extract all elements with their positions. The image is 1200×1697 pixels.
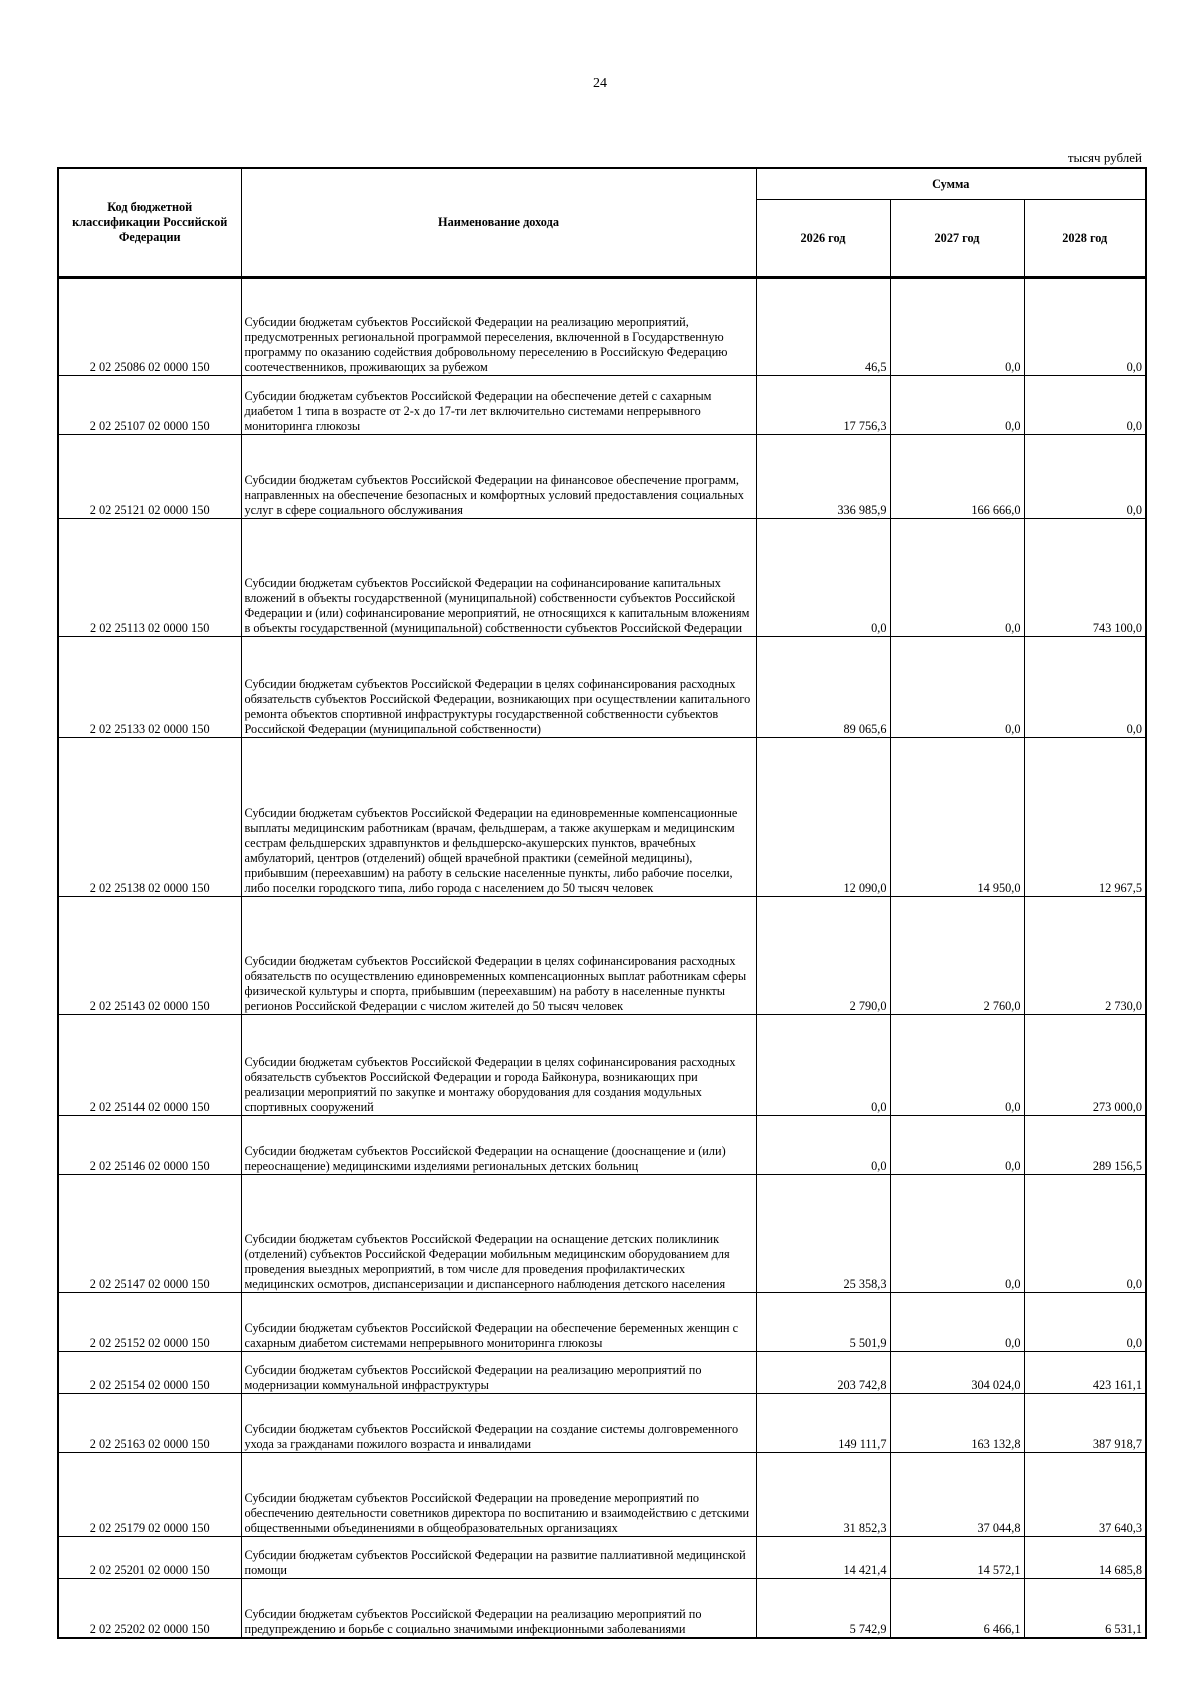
table-row bbox=[58, 1394, 1146, 1453]
code-cell: 2 02 25121 02 0000 150 bbox=[58, 435, 241, 519]
code-cell: 2 02 25138 02 0000 150 bbox=[58, 738, 241, 897]
table-row bbox=[58, 1116, 1146, 1175]
value-2026-cell: 31 852,3 bbox=[756, 1453, 890, 1537]
value-2026-cell: 336 985,9 bbox=[756, 435, 890, 519]
code-cell: 2 02 25154 02 0000 150 bbox=[58, 1352, 241, 1394]
value-2028-cell: 2 730,0 bbox=[1024, 897, 1146, 1015]
table-row bbox=[58, 1453, 1146, 1537]
value-2028-cell: 0,0 bbox=[1024, 637, 1146, 738]
name-cell: Субсидии бюджетам субъектов Российской Федерации на оснащение (дооснащение и (или) переоснащение) медицинскими изделиями региональных детских больниц bbox=[241, 1116, 756, 1175]
value-2026-cell: 46,5 bbox=[756, 278, 890, 376]
code-cell: 2 02 25202 02 0000 150 bbox=[58, 1579, 241, 1638]
value-2028-cell: 14 685,8 bbox=[1024, 1537, 1146, 1579]
budget-table bbox=[57, 167, 1147, 1639]
table-row bbox=[58, 1175, 1146, 1293]
value-2026-cell: 203 742,8 bbox=[756, 1352, 890, 1394]
value-2027-cell: 0,0 bbox=[890, 1293, 1024, 1352]
units-label: тысяч рублей bbox=[1067, 150, 1142, 165]
value-2026-cell: 0,0 bbox=[756, 519, 890, 637]
value-2027-cell: 0,0 bbox=[890, 1116, 1024, 1175]
value-2026-cell: 149 111,7 bbox=[756, 1394, 890, 1453]
table-row bbox=[58, 376, 1146, 435]
code-cell: 2 02 25107 02 0000 150 bbox=[58, 376, 241, 435]
value-2028-cell: 423 161,1 bbox=[1024, 1352, 1146, 1394]
name-cell: Субсидии бюджетам субъектов Российской Федерации на оснащение детских поликлиник (отделений) субъектов Российской Федерации мобильным медицинским оборудованием для проведения выездных мероприятий, в том числе для проведения профилактических медицинских осмотров, диспансеризации и диспансерного наблюдения детского населения bbox=[241, 1175, 756, 1293]
value-2026-cell: 25 358,3 bbox=[756, 1175, 890, 1293]
value-2028-cell: 743 100,0 bbox=[1024, 519, 1146, 637]
value-2027-cell: 6 466,1 bbox=[890, 1579, 1024, 1638]
header-year-2028: 2028 год bbox=[1024, 200, 1146, 278]
name-cell: Субсидии бюджетам субъектов Российской Федерации на реализацию мероприятий по модернизации коммунальной инфраструктуры bbox=[241, 1352, 756, 1394]
value-2027-cell: 0,0 bbox=[890, 1175, 1024, 1293]
code-cell: 2 02 25113 02 0000 150 bbox=[58, 519, 241, 637]
value-2027-cell: 2 760,0 bbox=[890, 897, 1024, 1015]
table-row bbox=[58, 637, 1146, 738]
name-cell: Субсидии бюджетам субъектов Российской Федерации на финансовое обеспечение программ, направленных на обеспечение безопасных и комфортных условий предоставления социальных услуг в сфере социального обслуживания bbox=[241, 435, 756, 519]
table-row bbox=[58, 1579, 1146, 1638]
table-row bbox=[58, 1015, 1146, 1116]
page-number: 24 bbox=[593, 76, 607, 91]
value-2026-cell: 17 756,3 bbox=[756, 376, 890, 435]
table-row bbox=[58, 435, 1146, 519]
value-2026-cell: 2 790,0 bbox=[756, 897, 890, 1015]
value-2028-cell: 0,0 bbox=[1024, 1175, 1146, 1293]
code-cell: 2 02 25133 02 0000 150 bbox=[58, 637, 241, 738]
value-2028-cell: 0,0 bbox=[1024, 376, 1146, 435]
name-cell: Субсидии бюджетам субъектов Российской Федерации на обеспечение детей с сахарным диабетом 1 типа в возрасте от 2-х до 17-ти лет включительно системами непрерывного мониторинга глюкозы bbox=[241, 376, 756, 435]
value-2028-cell: 0,0 bbox=[1024, 278, 1146, 376]
table-body bbox=[58, 278, 1146, 1638]
value-2027-cell: 0,0 bbox=[890, 376, 1024, 435]
value-2027-cell: 0,0 bbox=[890, 637, 1024, 738]
value-2027-cell: 14 572,1 bbox=[890, 1537, 1024, 1579]
table-row bbox=[58, 278, 1146, 376]
name-cell: Субсидии бюджетам субъектов Российской Федерации на создание системы долговременного ухода за гражданами пожилого возраста и инвалидами bbox=[241, 1394, 756, 1453]
code-cell: 2 02 25143 02 0000 150 bbox=[58, 897, 241, 1015]
table-row bbox=[58, 519, 1146, 637]
name-cell: Субсидии бюджетам субъектов Российской Федерации на проведение мероприятий по обеспечению деятельности советников директора по воспитанию и взаимодействию с детскими общественными объединениями в общеобразовательных организациях bbox=[241, 1453, 756, 1537]
code-cell: 2 02 25146 02 0000 150 bbox=[58, 1116, 241, 1175]
value-2027-cell: 0,0 bbox=[890, 1015, 1024, 1116]
table-row bbox=[58, 897, 1146, 1015]
value-2026-cell: 89 065,6 bbox=[756, 637, 890, 738]
header-name: Наименование дохода bbox=[241, 168, 756, 278]
value-2026-cell: 5 501,9 bbox=[756, 1293, 890, 1352]
value-2028-cell: 6 531,1 bbox=[1024, 1579, 1146, 1638]
code-cell: 2 02 25144 02 0000 150 bbox=[58, 1015, 241, 1116]
header-code: Код бюджетной классификации Российской Федерации bbox=[58, 168, 241, 278]
table-row bbox=[58, 1352, 1146, 1394]
value-2027-cell: 0,0 bbox=[890, 519, 1024, 637]
code-cell: 2 02 25152 02 0000 150 bbox=[58, 1293, 241, 1352]
value-2028-cell: 0,0 bbox=[1024, 435, 1146, 519]
value-2028-cell: 289 156,5 bbox=[1024, 1116, 1146, 1175]
code-cell: 2 02 25147 02 0000 150 bbox=[58, 1175, 241, 1293]
name-cell: Субсидии бюджетам субъектов Российской Федерации на реализацию мероприятий, предусмотренных региональной программой переселения, включенной в Государственную программу по оказанию содействия добровольному переселению в Российскую Федерацию соотечественников, проживающих за рубежом bbox=[241, 278, 756, 376]
value-2028-cell: 0,0 bbox=[1024, 1293, 1146, 1352]
name-cell: Субсидии бюджетам субъектов Российской Федерации в целях софинансирования расходных обязательств субъектов Российской Федерации и города Байконура, возникающих при реализации мероприятий по закупке и монтажу оборудования для создания модульных спортивных сооружений bbox=[241, 1015, 756, 1116]
value-2026-cell: 14 421,4 bbox=[756, 1537, 890, 1579]
name-cell: Субсидии бюджетам субъектов Российской Федерации на развитие паллиативной медицинской помощи bbox=[241, 1537, 756, 1579]
code-cell: 2 02 25086 02 0000 150 bbox=[58, 278, 241, 376]
header-year-2027: 2027 год bbox=[890, 200, 1024, 278]
value-2026-cell: 0,0 bbox=[756, 1116, 890, 1175]
value-2026-cell: 12 090,0 bbox=[756, 738, 890, 897]
value-2028-cell: 387 918,7 bbox=[1024, 1394, 1146, 1453]
value-2027-cell: 163 132,8 bbox=[890, 1394, 1024, 1453]
value-2027-cell: 37 044,8 bbox=[890, 1453, 1024, 1537]
name-cell: Субсидии бюджетам субъектов Российской Федерации на софинансирование капитальных вложений в объекты государственной (муниципальной) собственности субъектов Российской Федерации и (или) софинансирование мероприятий, не относящихся к капитальным вложениям в объекты государственной (муниципальной) собственности субъектов Российской Федерации bbox=[241, 519, 756, 637]
value-2027-cell: 166 666,0 bbox=[890, 435, 1024, 519]
value-2028-cell: 12 967,5 bbox=[1024, 738, 1146, 897]
name-cell: Субсидии бюджетам субъектов Российской Федерации на единовременные компенсационные выплаты медицинским работникам (врачам, фельдшерам, а также акушеркам и медицинским сестрам фельдшерских здравпунктов и фельдшерско-акушерских пунктов, врачебных амбулаторий, центров (отделений) общей врачебной практики (семейной медицины), прибывшим (переехавшим) на работу в сельские населенные пункты, либо рабочие поселки, либо поселки городского типа, либо города с населением до 50 тысяч человек bbox=[241, 738, 756, 897]
code-cell: 2 02 25201 02 0000 150 bbox=[58, 1537, 241, 1579]
name-cell: Субсидии бюджетам субъектов Российской Федерации в целях софинансирования расходных обязательств по осуществлению единовременных компенсационных выплат работникам сферы физической культуры и спорта, прибывшим (переехавшим) на работу в населенные пункты регионов Российской Федерации с числом жителей до 50 тысяч человек bbox=[241, 897, 756, 1015]
value-2027-cell: 14 950,0 bbox=[890, 738, 1024, 897]
value-2026-cell: 5 742,9 bbox=[756, 1579, 890, 1638]
name-cell: Субсидии бюджетам субъектов Российской Федерации на обеспечение беременных женщин с сахарным диабетом системами непрерывного мониторинга глюкозы bbox=[241, 1293, 756, 1352]
value-2027-cell: 0,0 bbox=[890, 278, 1024, 376]
table-row bbox=[58, 1537, 1146, 1579]
value-2028-cell: 273 000,0 bbox=[1024, 1015, 1146, 1116]
value-2026-cell: 0,0 bbox=[756, 1015, 890, 1116]
header-sum: Сумма bbox=[756, 168, 1146, 200]
value-2027-cell: 304 024,0 bbox=[890, 1352, 1024, 1394]
code-cell: 2 02 25163 02 0000 150 bbox=[58, 1394, 241, 1453]
table-row bbox=[58, 1293, 1146, 1352]
name-cell: Субсидии бюджетам субъектов Российской Федерации в целях софинансирования расходных обязательств субъектов Российской Федерации, возникающих при осуществлении капитального ремонта объектов спортивной инфраструктуры государственной собственности субъектов Российской Федерации (муниципальной собственности) bbox=[241, 637, 756, 738]
name-cell: Субсидии бюджетам субъектов Российской Федерации на реализацию мероприятий по предупреждению и борьбе с социально значимыми инфекционными заболеваниями bbox=[241, 1579, 756, 1638]
code-cell: 2 02 25179 02 0000 150 bbox=[58, 1453, 241, 1537]
table-row bbox=[58, 738, 1146, 897]
value-2028-cell: 37 640,3 bbox=[1024, 1453, 1146, 1537]
header-year-2026: 2026 год bbox=[756, 200, 890, 278]
